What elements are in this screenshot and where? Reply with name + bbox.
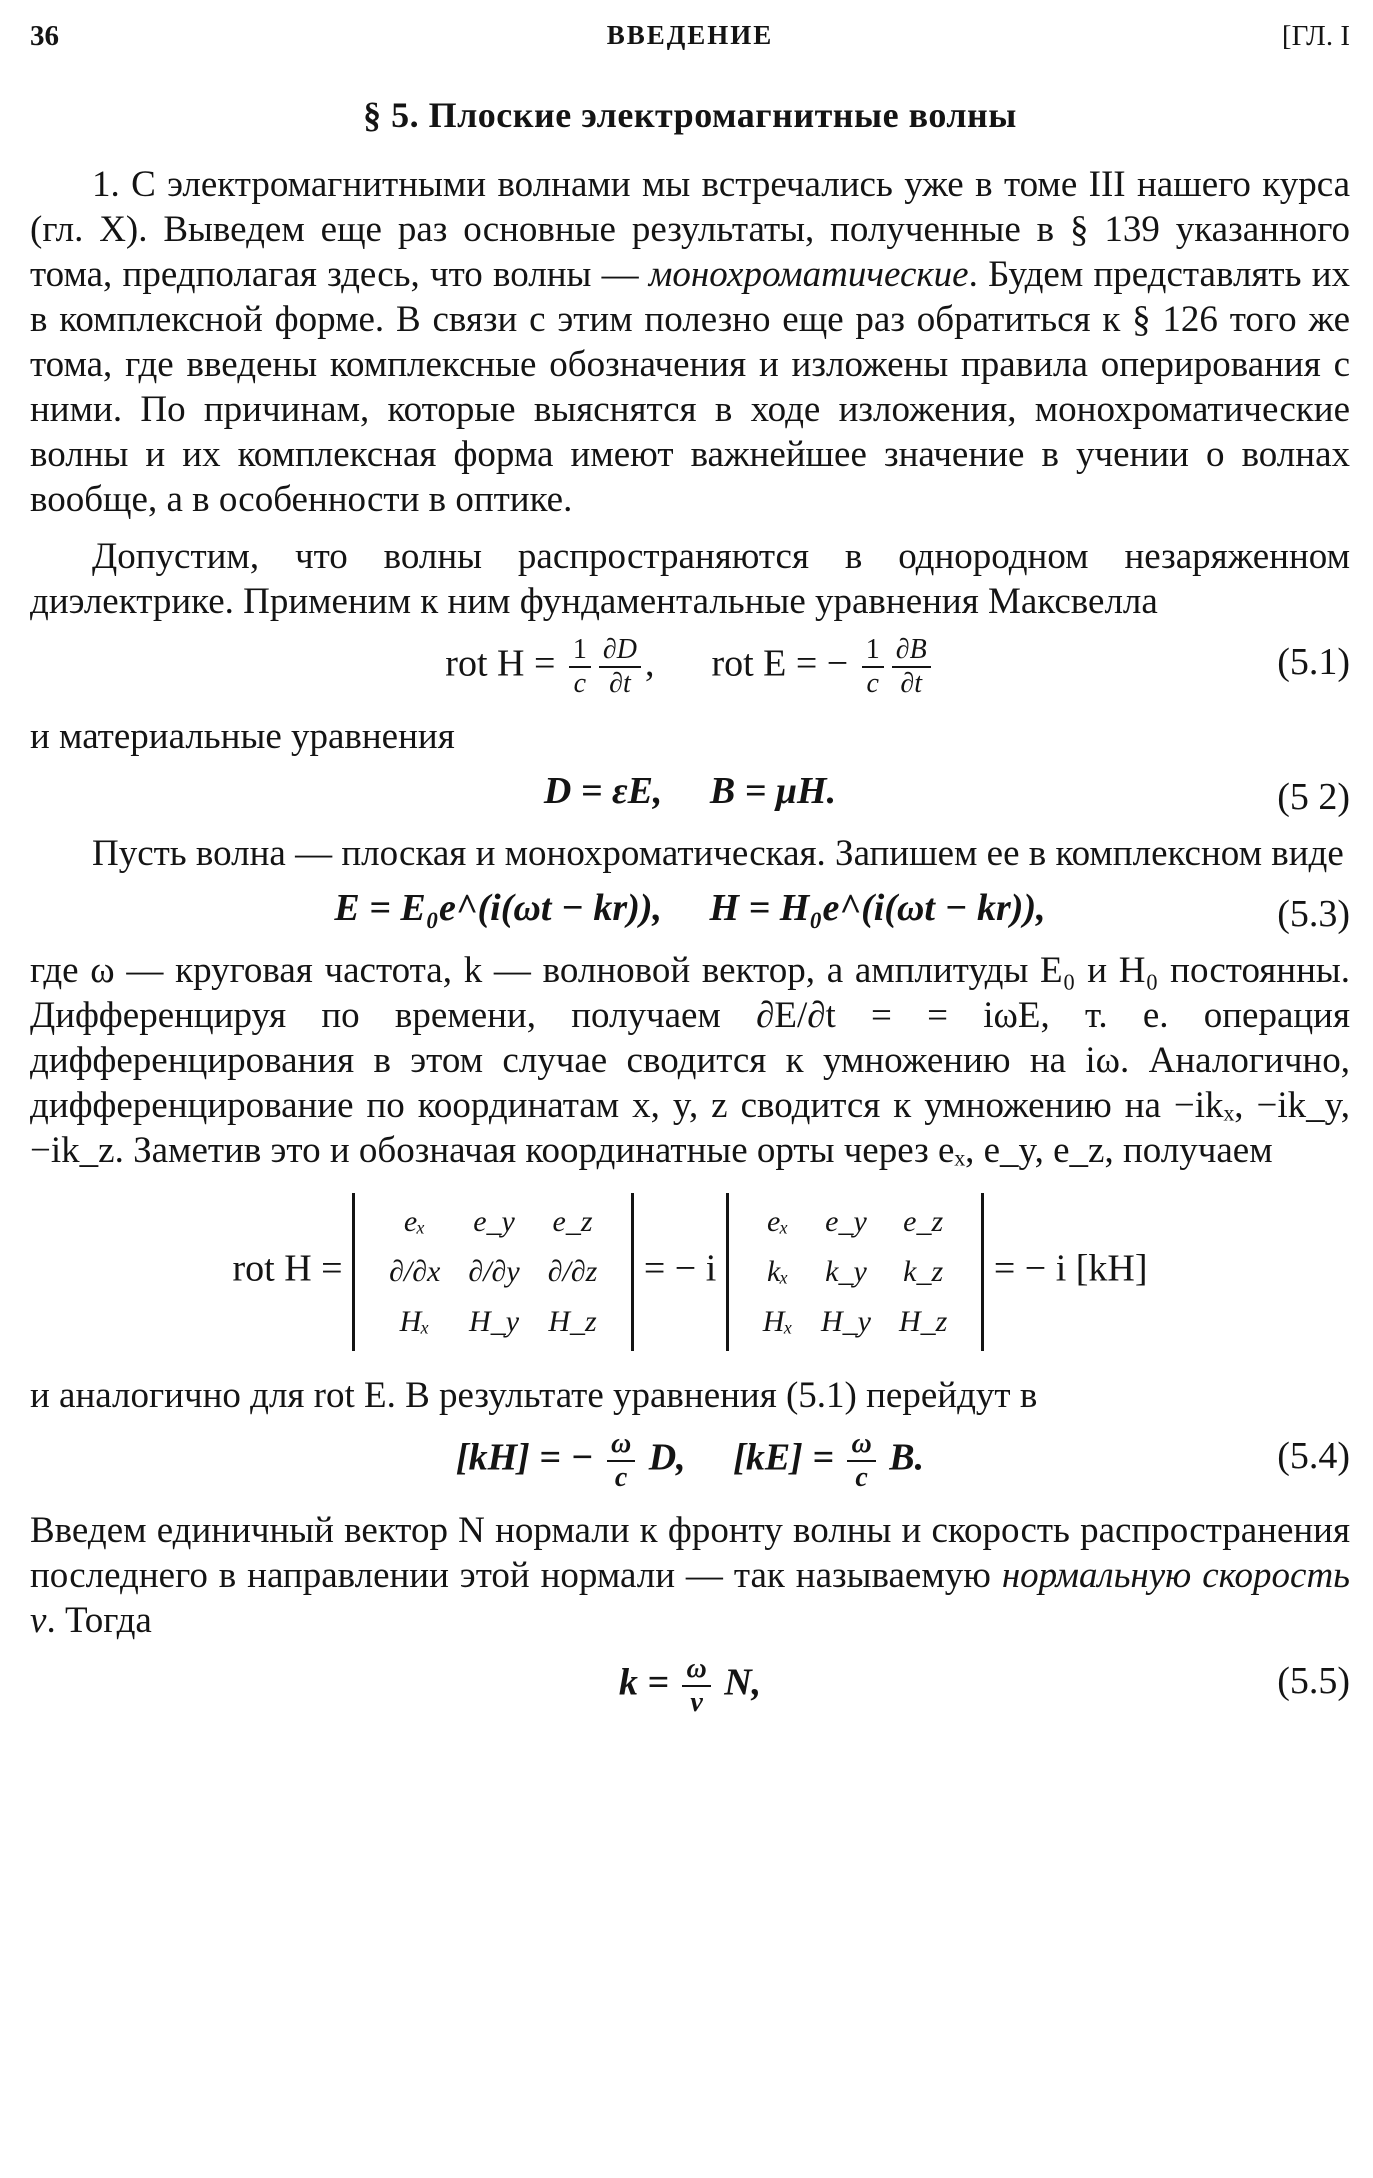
eq54-frac-2	[847, 1428, 875, 1494]
eq55-b: N,	[714, 1661, 762, 1704]
equation-number: (5.1)	[1277, 641, 1350, 683]
det2-cell: H_y	[821, 1305, 871, 1338]
det1-cell: ∂/∂x	[389, 1255, 441, 1288]
eq51-frac-3	[862, 634, 884, 700]
paragraph-1	[30, 162, 1350, 522]
eq54-num-2: ω	[847, 1428, 875, 1462]
equation-5-2-formula: D = εE, B = μH.	[543, 770, 837, 812]
p1-text-a: 1. С электромагнитными волнами мы встречались уже в томе III нашего курса (гл. X). Выведем еще раз основные результаты, полученные в § 139 указанного тома, предполагая здесь, что волны —	[30, 164, 1350, 295]
equation-5-3	[30, 876, 1350, 948]
equation-number: (5.3)	[1277, 893, 1350, 935]
eq51-mid: , rot E = −	[644, 642, 858, 685]
eq54-frac-1	[607, 1428, 635, 1494]
det2-cell: e_z	[903, 1205, 944, 1238]
equation-5-1	[30, 624, 1350, 714]
running-title: ВВЕДЕНИЕ	[606, 20, 774, 50]
eq51-num-4: ∂B	[892, 634, 931, 668]
eq55-frac	[682, 1653, 710, 1719]
equation-5-2	[30, 759, 1350, 831]
eq51-den-3: c	[866, 668, 879, 699]
eq55-a: k =	[618, 1661, 679, 1704]
equation-rot-h-formula	[30, 1193, 1350, 1351]
eq51-frac-4	[892, 634, 931, 700]
paragraph-5: где ω — круговая частота, k — волновой вектор, а амплитуды E₀ и H₀ постоянны. Дифференцируя по времени, получаем ∂E/∂t = = iωE, т. е. операция дифференцирования в этом случае сводится к умножению на iω. Аналогично, дифференцирование по координатам x, y, z сводится к умножению на −ikₓ, −ik_y, −ik_z. Заметив это и обозначая координатные орты через eₓ, e_y, e_z, получаем	[30, 950, 1350, 1171]
eq54-c: B.	[879, 1436, 925, 1479]
equation-5-4-formula	[30, 1428, 1350, 1494]
det2-cell: kₓ	[766, 1255, 789, 1288]
paragraph-4: Пусть волна — плоская и монохроматическая. Запишем ее в комплексном виде	[92, 833, 1344, 874]
eq51-den-4: ∂t	[900, 668, 923, 699]
eq51-lhs: rot H =	[445, 642, 565, 685]
eq54-den-1: c	[614, 1462, 628, 1493]
det2-cell: eₓ	[766, 1205, 789, 1238]
det1-cell: eₓ	[403, 1205, 426, 1238]
p7-italic-term: нормальную скорость v	[30, 1555, 1350, 1641]
equation-5-3-formula: E = E₀e^(i(ωt − kr)), H = H₀e^(i(ωt − kr)),	[334, 887, 1046, 929]
determinant-1	[352, 1193, 634, 1351]
equation-5-5-formula	[30, 1653, 1350, 1719]
det1-cell: e_y	[473, 1205, 515, 1238]
det2-cell: k_z	[903, 1255, 944, 1288]
det2-cell: k_y	[825, 1255, 867, 1288]
page-number: 36	[30, 20, 59, 52]
p7-text-b: . Тогда	[46, 1600, 152, 1641]
eq55-num: ω	[682, 1653, 710, 1687]
paragraph-2: Допустим, что волны распространяются в однородном незаряженном диэлектрике. Применим к ним фундаментальные уравнения Максвелла	[30, 536, 1350, 622]
equation-5-4	[30, 1418, 1350, 1508]
section-title: § 5. Плоские электромагнитные волны	[363, 95, 1017, 135]
det1-cell: ∂/∂y	[468, 1255, 520, 1288]
eq51-den-1: c	[573, 668, 587, 699]
det2-cell: H_z	[898, 1305, 948, 1338]
equation-5-5	[30, 1643, 1350, 1733]
det1-cell: H_y	[469, 1305, 520, 1338]
paragraph-6: и аналогично для rot E. В результате уравнения (5.1) перейдут в	[30, 1375, 1038, 1416]
paragraph-7	[30, 1508, 1350, 1643]
page	[30, 20, 1350, 1733]
eq51-num-3: 1	[862, 634, 884, 668]
eq51-num-2: ∂D	[599, 634, 641, 668]
det2-cell: e_y	[825, 1205, 867, 1238]
det1-cell: Hₓ	[399, 1305, 430, 1338]
p7-text-a: Введем единичный вектор N нормали к фронту волны и скорость распространения последнего в направлении этой нормали — так называемую	[30, 1510, 1350, 1596]
eq51-den-2: ∂t	[609, 668, 631, 699]
page-header	[30, 20, 1350, 64]
rot-h-rhs: = − i [kH]	[993, 1247, 1148, 1290]
chapter-label: [ГЛ. I	[1281, 20, 1350, 52]
paragraph-3: и материальные уравнения	[30, 716, 455, 757]
eq54-num-1: ω	[607, 1428, 635, 1462]
p1-italic-term: монохроматические	[648, 254, 969, 295]
det2-cell: Hₓ	[762, 1305, 793, 1338]
det1-cell: e_z	[552, 1205, 593, 1238]
eq54-den-2: c	[855, 1462, 868, 1493]
eq55-den: v	[690, 1687, 703, 1718]
eq51-num-1: 1	[569, 634, 591, 668]
equation-number: (5.4)	[1277, 1435, 1350, 1477]
equation-number: (5 2)	[1277, 776, 1350, 818]
eq54-b: D, [kE] =	[639, 1436, 844, 1479]
det1-cell: H_z	[548, 1305, 597, 1338]
rot-h-lhs: rot H =	[232, 1247, 343, 1290]
p1-text-b: . Будем представлять их в комплексной форме. В связи с этим полезно еще раз обратиться к § 126 того же тома, где введены комплексные обозначения и изложены правила оперирования с ними. По причинам, которые выяснятся в ходе изложения, монохроматические волны и их комплексная форма имеют важнейшее значение в учении о волнах вообще, а в особенности в оптике.	[30, 254, 1350, 520]
eq51-frac-1	[569, 634, 591, 700]
determinant-2	[726, 1193, 985, 1351]
eq54-a: [kH] = −	[455, 1436, 603, 1479]
equation-number: (5.5)	[1277, 1660, 1350, 1702]
equation-5-1-formula	[30, 634, 1350, 700]
rot-h-mid: = − i	[643, 1247, 717, 1290]
det1-cell: ∂/∂z	[547, 1255, 598, 1288]
equation-rot-h	[30, 1173, 1350, 1373]
eq51-frac-2	[599, 634, 641, 700]
